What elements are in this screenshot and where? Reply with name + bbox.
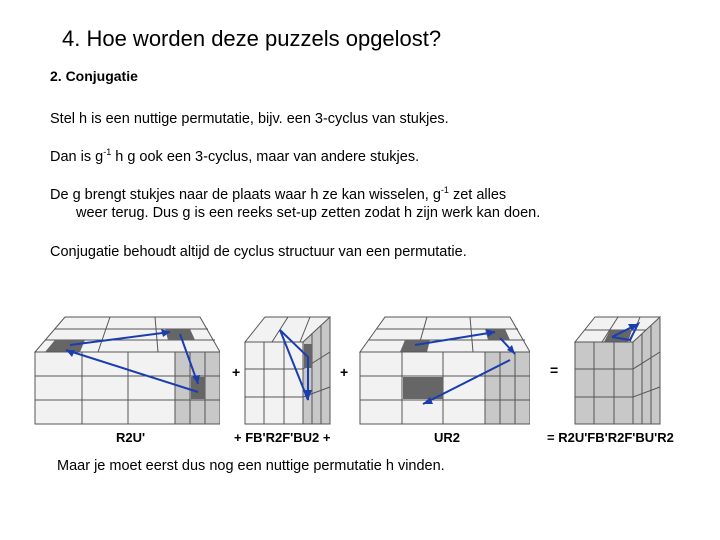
paragraph-3-part-a: De g brengt stukjes naar de plaats waar h ze kan wisselen, g [50, 187, 441, 203]
section-subtitle: 2. Conjugatie [50, 68, 138, 84]
operator-plus-1: + [232, 364, 241, 380]
paragraph-3-superscript: -1 [440, 185, 449, 196]
paragraph-2 [50, 148, 690, 166]
caption-ur2: UR2 [434, 430, 461, 445]
paragraph-3-part-c: weer terug. Dus g is een reeks set-up zetten zodat h zijn werk kan doen. [76, 205, 541, 221]
cube-diagram-4 [570, 312, 665, 427]
caption-r2u: R2U' [116, 430, 146, 445]
operator-equals: = [550, 362, 559, 378]
operator-plus-2: + [340, 364, 349, 380]
paragraph-2-part-b: h g ook een 3-cyclus, maar van andere stukjes. [111, 149, 420, 165]
caption-fbr2fbu2: + FB'R2F'BU2 + [234, 430, 331, 445]
slide-title: 4. Hoe worden deze puzzels opgelost? [62, 26, 442, 51]
paragraph-1: Stel h is een nuttige permutatie, bijv. een 3-cyclus van stukjes. [50, 111, 449, 127]
cube-diagram-2 [240, 312, 335, 427]
paragraph-2-superscript: -1 [103, 147, 112, 158]
paragraph-2-part-a: Dan is g [50, 149, 104, 165]
cube-diagram-1 [30, 312, 220, 427]
paragraph-3-part-b: zet alles [448, 187, 507, 203]
closing-sentence: Maar je moet eerst dus nog een nuttige permutatie h vinden. [57, 458, 445, 474]
caption-result: = R2U'FB'R2F'BU'R2 [547, 430, 674, 445]
cube-diagram-3 [355, 312, 530, 427]
paragraph-3 [50, 186, 690, 222]
paragraph-4: Conjugatie behoudt altijd de cyclus structuur van een permutatie. [50, 244, 467, 260]
